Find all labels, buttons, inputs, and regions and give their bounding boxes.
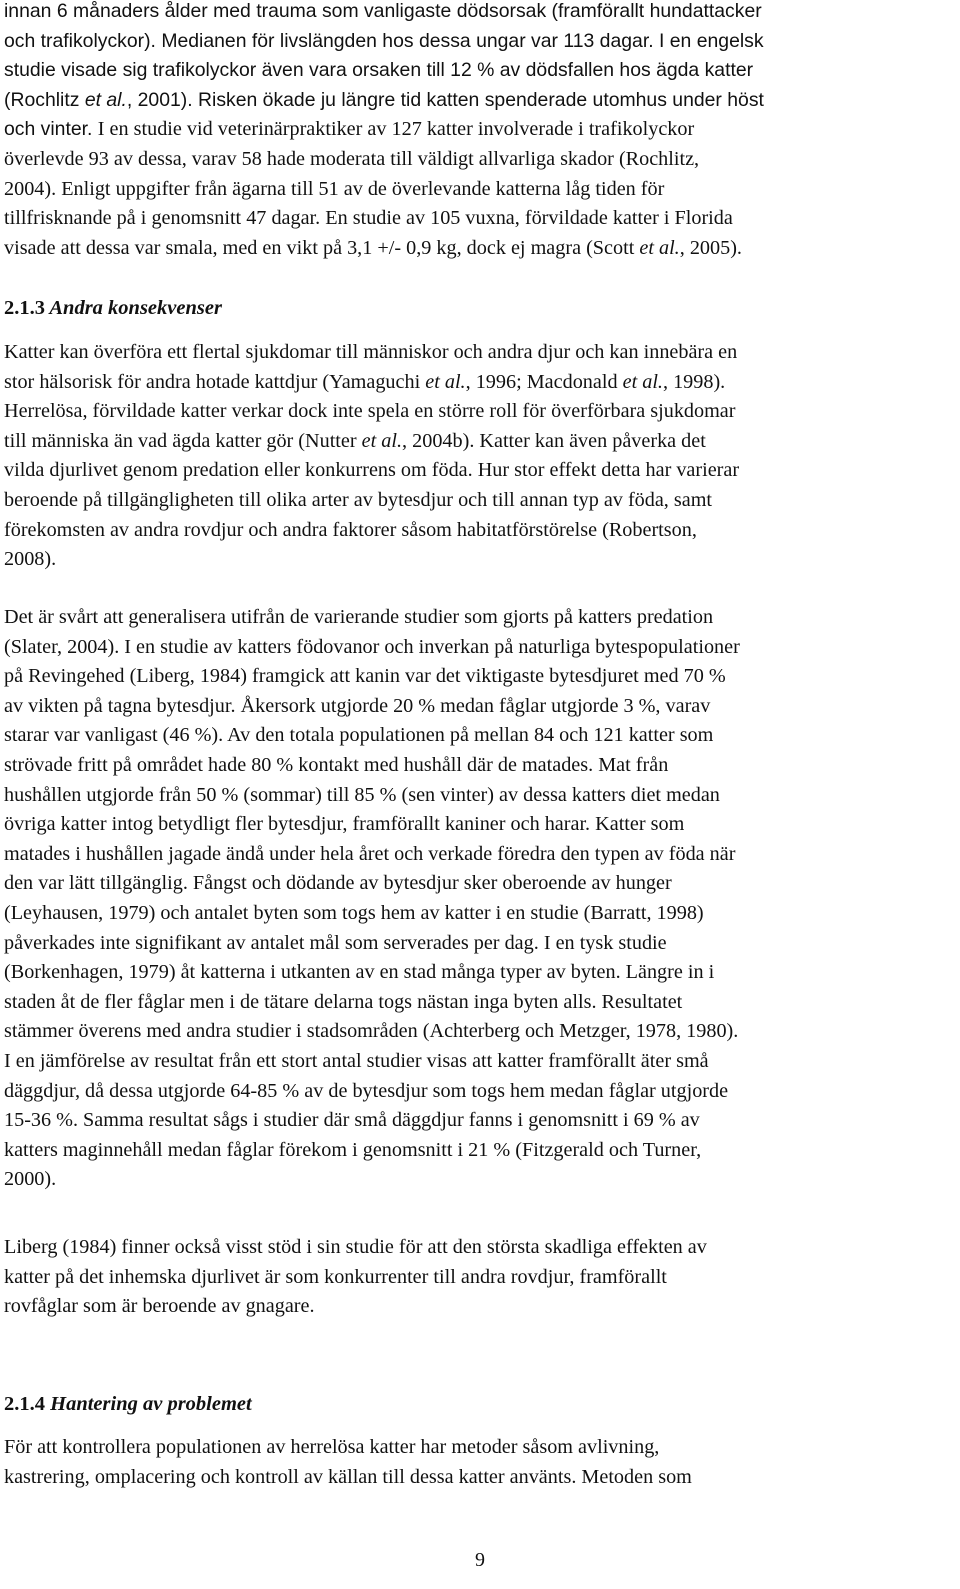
text-line [4, 115, 764, 145]
text-line: och trafikolyckor). Medianen för livslängden hos dessa ungar var 113 dagar. I en engelsk [4, 29, 764, 52]
text-line: på Revingehed (Liberg, 1984) framgick att kanin var det viktigaste bytesdjuret med 70 % [4, 665, 726, 688]
section-heading-2-1-4 [4, 1390, 252, 1420]
italic-et-al: et al. [361, 429, 403, 452]
text-line: Katter kan överföra ett flertal sjukdomar till människor och andra djur och kan innebära en [4, 341, 738, 363]
text-line: kastrering, omplacering och kontroll av källan till dessa katter använts. Metoden som [4, 1465, 692, 1488]
text-run: , 2005). [679, 236, 742, 259]
text-line: stämmer överens med andra studier i stadsområden (Achterberg och Metzger, 1978, 1980). [4, 1020, 739, 1043]
italic-et-al: et al. [84, 88, 127, 111]
text-line: av vikten på tagna bytesdjur. Åkersork utgjorde 20 % medan fåglar utgjorde 3 %, varav [4, 694, 711, 717]
text-line: 2008). [4, 548, 57, 571]
paragraph-competition [4, 1233, 707, 1322]
page-number: 9 [475, 1549, 485, 1571]
text-run: , 2001). Risken ökade ju längre tid katten spenderade utomhus under höst [126, 88, 764, 111]
text-run: (Rochlitz [4, 88, 85, 111]
text-line [4, 368, 739, 398]
text-run: och vinter. [4, 118, 98, 141]
text-line: matades i hushållen jagade ändå under hela året och verkade föredra den typen av föda när [4, 842, 736, 865]
text-line: rovfåglar som är beroende av gnagare. [4, 1295, 315, 1318]
section-heading-2-1-3 [4, 294, 222, 324]
text-line: (Leyhausen, 1979) och antalet byten som togs hem av katter i en studie (Barratt, 1998) [4, 901, 704, 924]
paragraph-predation [4, 603, 740, 1195]
text-run: , 1996; Macdonald [465, 370, 623, 393]
text-line [4, 86, 764, 116]
text-line: innan 6 månaders ålder med trauma som vanligaste dödsorsak (framförallt hundattacker [4, 0, 762, 22]
paragraph-traffic-accidents [4, 0, 764, 263]
text-line: Det är svårt att generalisera utifrån de varierande studier som gjorts på katters predation [4, 606, 714, 628]
text-line: I en jämförelse av resultat från ett stort antal studier visas att katter framförallt äter små [4, 1049, 709, 1072]
paragraph-other-consequences [4, 338, 739, 575]
text-line: överlevde 93 av dessa, varav 58 hade moderata till väldigt allvarliga skador (Rochlitz, [4, 147, 700, 170]
text-line [4, 234, 764, 264]
text-line: tillfrisknande på i genomsnitt 47 dagar. En studie av 105 vuxna, förvildade katter i Florida [4, 207, 733, 230]
heading-number: 2.1.4 [4, 1393, 45, 1415]
text-line: Herrelösa, förvildade katter verkar dock inte spela en större roll för överförbara sjukdomar [4, 400, 736, 423]
text-line: 15-36 %. Samma resultat sågs i studier där små däggdjur fanns i genomsnitt i 69 % av [4, 1109, 700, 1132]
text-line: påverkades inte signifikant av antalet mål som serverades per dag. I en tysk studie [4, 931, 667, 954]
text-run: , 2004b). Katter kan även påverka det [402, 429, 706, 452]
text-run: I en studie vid veterinärpraktiker av 127 katter involverade i trafikolyckor [97, 118, 695, 141]
text-line: studie visade sig trafikolyckor även vara orsaken till 12 % av dödsfallen hos ägda katter [4, 59, 754, 82]
italic-et-al: et al. [622, 370, 663, 393]
text-line: hushållen utgjorde från 50 % (sommar) till 85 % (sen vinter) av dessa katters diet medan [4, 783, 720, 806]
text-run: stor hälsorisk för andra hotade kattdjur (Yamaguchi [4, 370, 426, 393]
text-line: beroende på tillgängligheten till olika arter av bytesdjur och till annan typ av föda, samt [4, 488, 713, 511]
text-line: starar var vanligast (46 %). Av den totala populationen på mellan 84 och 121 katter som [4, 724, 714, 747]
text-line: Liberg (1984) finner också visst stöd i sin studie för att den största skadliga effekten av [4, 1236, 707, 1258]
text-line: vilda djurlivet genom predation eller konkurrens om föda. Hur stor effekt detta har varierar [4, 459, 740, 482]
text-line: 2000). [4, 1168, 57, 1191]
text-line: 2004). Enligt uppgifter från ägarna till 51 av de överlevande katterna låg tiden för [4, 177, 665, 200]
text-line: förekomsten av andra rovdjur och andra faktorer såsom habitatförstörelse (Robertson, [4, 518, 697, 541]
text-line: strövade fritt på området hade 80 % kontakt med hushåll där de matades. Mat från [4, 753, 669, 776]
text-line: staden åt de fler fåglar men i de tätare delarna togs nästan inga byten alls. Resultatet [4, 990, 683, 1013]
heading-title: Hantering av problemet [50, 1393, 252, 1415]
heading-number: 2.1.3 [4, 297, 45, 319]
paragraph-handling [4, 1433, 692, 1492]
text-line [4, 427, 739, 457]
text-line: (Slater, 2004). I en studie av katters födovanor och inverkan på naturliga bytespopulationer [4, 635, 740, 658]
text-line: övriga katter intog betydligt fler bytesdjur, framförallt kaniner och harar. Katter som [4, 813, 685, 836]
text-line: katter på det inhemska djurlivet är som konkurrenter till andra rovdjur, framförallt [4, 1265, 667, 1288]
text-line: katters maginnehåll medan fåglar förekom i genomsnitt i 21 % (Fitzgerald och Turner, [4, 1138, 702, 1161]
text-line: (Borkenhagen, 1979) åt katterna i utkanten av en stad många typer av byten. Längre in i [4, 961, 715, 984]
italic-et-al: et al. [639, 236, 680, 259]
text-line: För att kontrollera populationen av herrelösa katter har metoder såsom avlivning, [4, 1436, 660, 1458]
heading-title: Andra konsekvenser [49, 297, 222, 319]
text-line: däggdjur, då dessa utgjorde 64-85 % av de bytesdjur som togs hem medan fåglar utgjorde [4, 1079, 729, 1102]
text-line: den var lätt tillgänglig. Fångst och dödande av bytesdjur sker oberoende av hunger [4, 872, 672, 895]
italic-et-al: et al. [425, 370, 466, 393]
text-run: , 1998). [662, 370, 726, 393]
text-run: visade att dessa var smala, med en vikt på 3,1 +/- 0,9 kg, dock ej magra (Scott [4, 236, 640, 259]
text-run: till människa än vad ägda katter gör (Nutter [4, 429, 362, 452]
